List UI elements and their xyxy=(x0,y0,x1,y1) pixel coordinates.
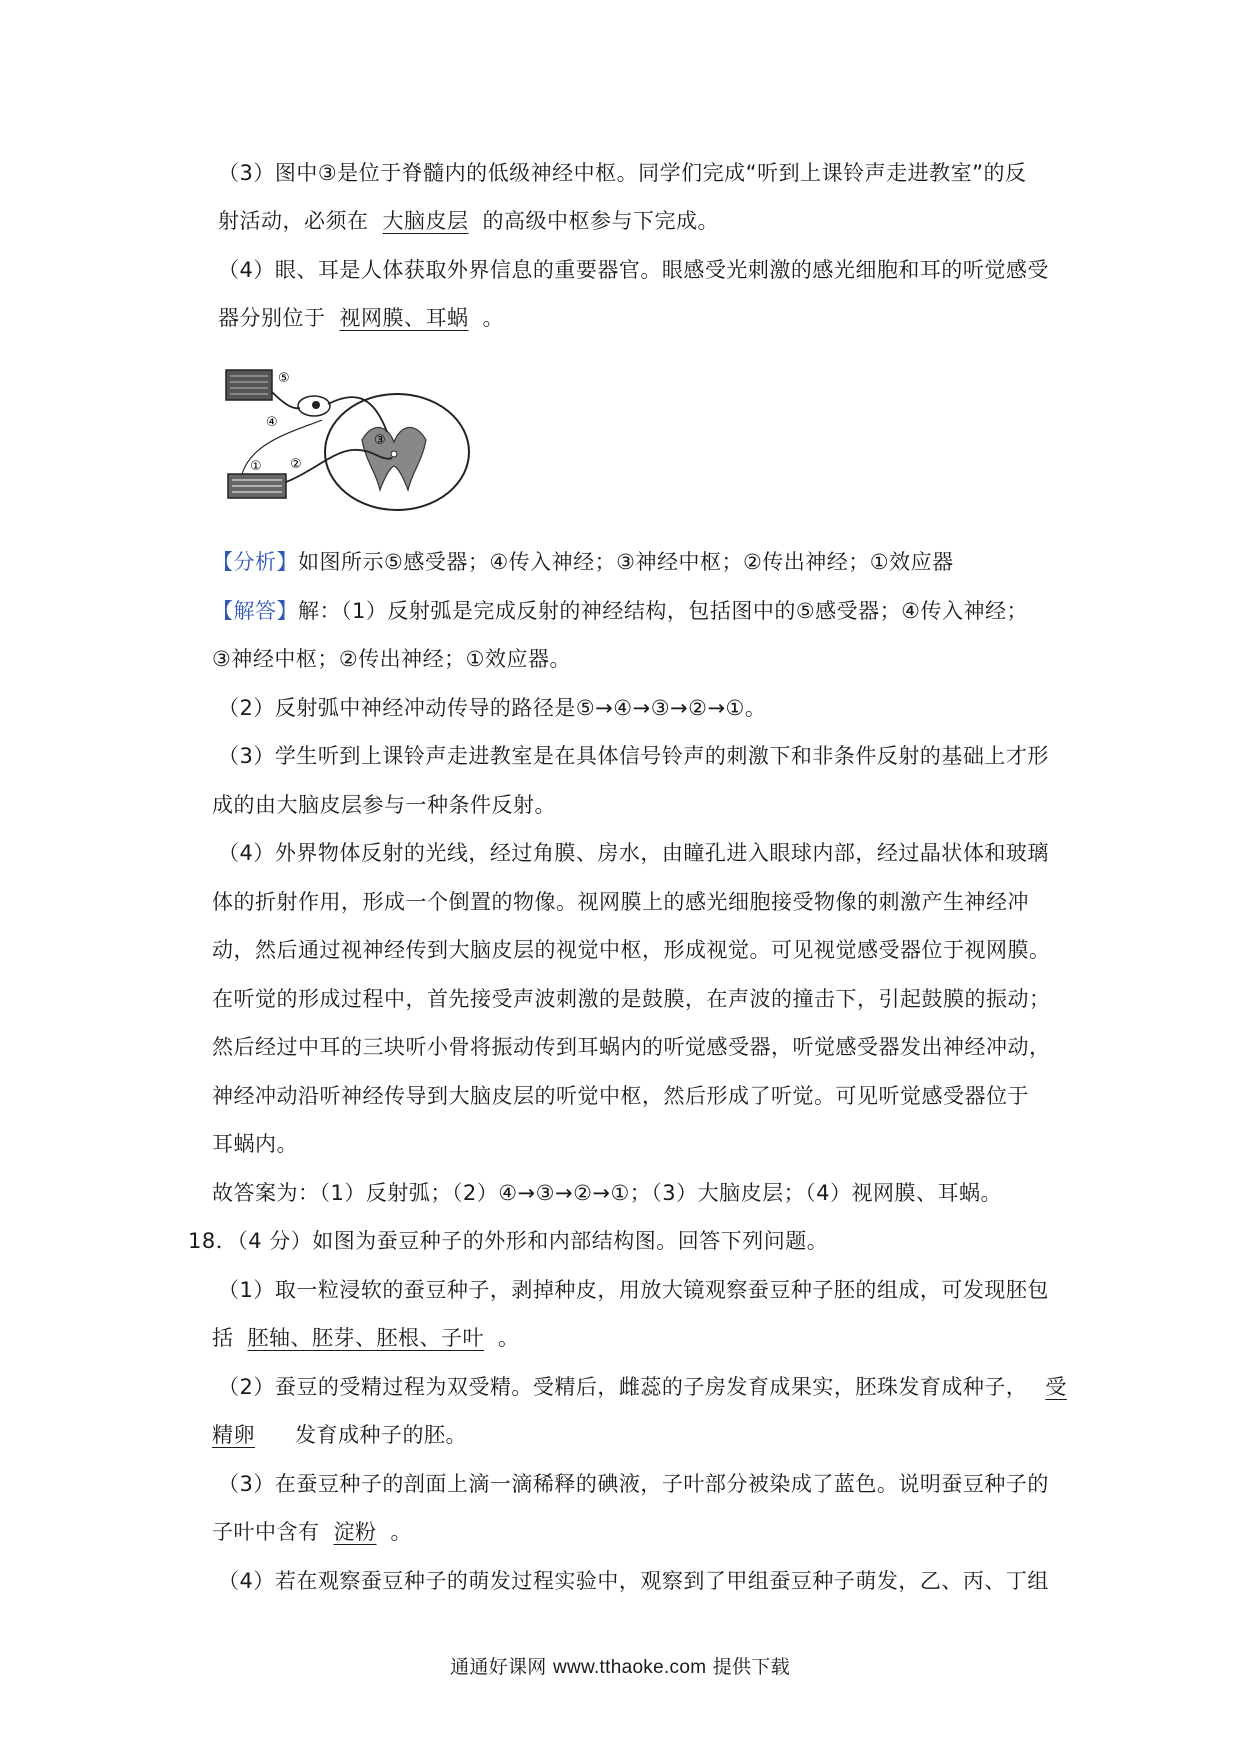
q18-p2-line2: 精卵 发育成种子的胚。 xyxy=(212,1420,467,1450)
diagram-label-3: ③ xyxy=(374,433,386,448)
diagram-label-4: ④ xyxy=(266,415,278,430)
solution-line6: （4）外界物体反射的光线，经过角膜、房水，由瞳孔进入眼球内部，经过晶状体和玻璃 xyxy=(218,841,1049,865)
q4-answer: 视网膜、耳蜗 xyxy=(339,306,469,330)
solution-line5: 成的由大脑皮层参与一种条件反射。 xyxy=(212,793,556,817)
q18-p1-line2: 括 胚轴、胚芽、胚根、子叶 。 xyxy=(212,1323,520,1353)
solution-line7: 体的折射作用，形成一个倒置的物像。视网膜上的感光细胞接受物像的刺激产生神经冲 xyxy=(212,890,1029,914)
analysis-tag: 【分析】 xyxy=(212,550,298,574)
analysis-line: 【分析】如图所示⑤感受器；④传入神经；③神经中枢；②传出神经；①效应器 xyxy=(212,550,954,574)
q4-line1: （4）眼、耳是人体获取外界信息的重要器官。眼感受光刺激的感光细胞和耳的听觉感受 xyxy=(218,258,1049,282)
solution-line1: 【解答】解：（1）反射弧是完成反射的神经结构，包括图中的⑤感受器；④传入神经； xyxy=(212,599,1029,623)
solution-line12: 耳蜗内。 xyxy=(212,1132,298,1156)
diagram-label-1: ① xyxy=(250,459,262,474)
reflex-arc-diagram xyxy=(222,362,492,514)
q3-line1: （3）图中③是位于脊髓内的低级神经中枢。同学们完成“听到上课铃声走进教室”的反 xyxy=(218,161,1027,185)
solution-line4: （3）学生听到上课铃声走进教室是在具体信号铃声的刺激下和非条件反射的基础上才形 xyxy=(218,744,1049,768)
footer-url: www.tthaoke.com xyxy=(552,1657,707,1678)
solution-line8: 动，然后通过视神经传到大脑皮层的视觉中枢，形成视觉。可见视觉感受器位于视网膜。 xyxy=(212,938,1051,962)
solution-line9: 在听觉的形成过程中，首先接受声波刺激的是鼓膜，在声波的撞击下，引起鼓膜的振动； xyxy=(212,987,1051,1011)
q18-title: 18．（4 分）如图为蚕豆种子的外形和内部结构图。回答下列问题。 xyxy=(188,1229,829,1253)
page-footer xyxy=(0,1652,1240,1679)
solution-line11: 神经冲动沿听神经传导到大脑皮层的听觉中枢，然后形成了听觉。可见听觉感受器位于 xyxy=(212,1084,1029,1108)
solution-line3: （2）反射弧中神经冲动传导的路径是⑤→④→③→②→①。 xyxy=(218,696,767,720)
q18-p3-line1: （3）在蚕豆种子的剖面上滴一滴稀释的碘液，子叶部分被染成了蓝色。说明蚕豆种子的 xyxy=(218,1472,1049,1496)
solution-tag: 【解答】 xyxy=(212,599,298,623)
diagram-label-2: ② xyxy=(290,457,302,472)
solution-line10: 然后经过中耳的三块听小骨将振动传到耳蜗内的听觉感受器，听觉感受器发出神经冲动， xyxy=(212,1035,1051,1059)
q18-p4-line1: （4）若在观察蚕豆种子的萌发过程实验中，观察到了甲组蚕豆种子萌发，乙、丙、丁组 xyxy=(218,1569,1049,1593)
receptor-shape xyxy=(226,370,272,400)
solution-line2: ③神经中枢；②传出神经；①效应器。 xyxy=(212,647,571,671)
q18-p2-answer-a: 受 xyxy=(1045,1375,1067,1399)
q18-p3-answer: 淀粉 xyxy=(333,1520,377,1544)
diagram-label-5: ⑤ xyxy=(278,371,290,386)
q18-p2-answer-b: 精卵 xyxy=(212,1423,255,1447)
footer-site-name: 通通好课网 xyxy=(450,1656,547,1678)
q18-p2-line1: （2）蚕豆的受精过程为双受精。受精后，雌蕊的子房发育成果实，胚珠发育成种子， 受 xyxy=(218,1372,1067,1402)
final-answer: 故答案为：（1）反射弧；（2）④→③→②→①；（3）大脑皮层；（4）视网膜、耳蜗。 xyxy=(212,1181,1003,1205)
q18-p1-line1: （1）取一粒浸软的蚕豆种子，剥掉种皮，用放大镜观察蚕豆种子胚的组成，可发现胚包 xyxy=(218,1278,1049,1302)
q3-line2: 射活动，必须在 大脑皮层 的高级中枢参与下完成。 xyxy=(218,206,719,236)
q18-p1-answer: 胚轴、胚芽、胚根、子叶 xyxy=(247,1326,484,1350)
footer-download-text: 提供下载 xyxy=(712,1656,790,1678)
q18-p3-line2: 子叶中含有 淀粉 。 xyxy=(212,1517,412,1547)
q4-line2: 器分别位于 视网膜、耳蜗 。 xyxy=(218,303,504,333)
q3-answer: 大脑皮层 xyxy=(382,209,469,233)
